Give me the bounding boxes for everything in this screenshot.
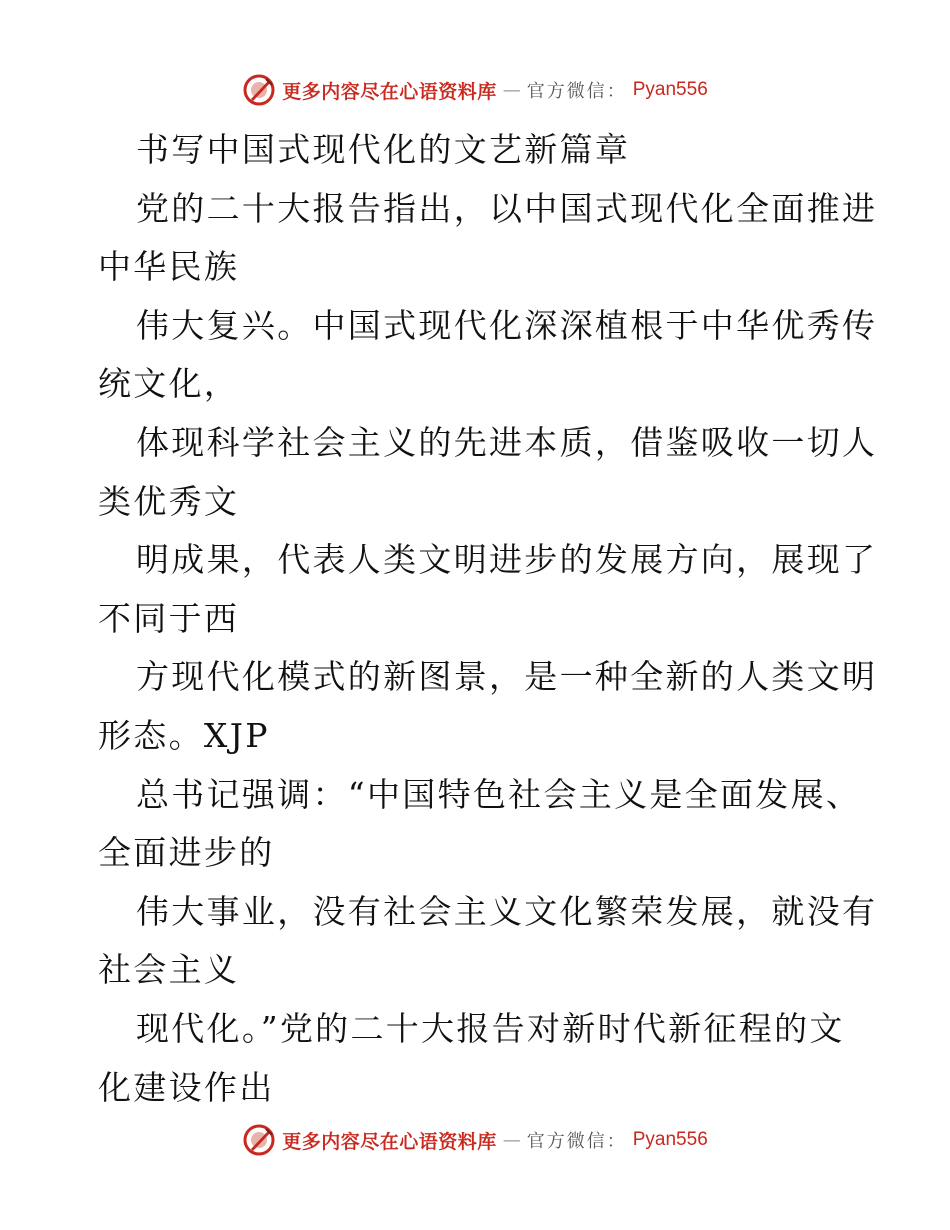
text-line: 党的二十大报告指出，以中国式现代化全面推进 [136, 188, 878, 228]
text-line: 明成果，代表人类文明进步的发展方向，展现了 [136, 540, 878, 580]
text-line: 方现代化模式的新图景，是一种全新的人类文明 [136, 657, 878, 697]
text-line: 中华民族 [98, 247, 240, 287]
text-line: 化建设作出 [98, 1067, 275, 1107]
banner-separator: — [502, 79, 521, 101]
banner-wechat-id: Pyan556 [632, 1129, 708, 1150]
text-line: 全面进步的 [98, 833, 275, 873]
header-watermark-banner [0, 70, 950, 110]
text-line: 不同于西 [98, 598, 240, 638]
text-line: 类优秀文 [98, 481, 240, 521]
text-line: 总书记强调：“中国特色社会主义是全面发展、 [136, 774, 862, 814]
banner-wechat-label: 官方微信： [526, 1131, 627, 1152]
banner-wechat-label: 官方微信： [526, 81, 627, 102]
footer-watermark-banner [0, 1120, 950, 1160]
brand-logo-icon [242, 1123, 276, 1157]
brand-logo-icon [242, 73, 276, 107]
banner-main-text: 更多内容尽在心语资料库 [282, 1130, 497, 1153]
document-body [98, 121, 878, 1117]
banner-main-text: 更多内容尽在心语资料库 [282, 80, 497, 103]
text-line: 形态。XJP [98, 715, 270, 755]
text-line: 体现科学社会主义的先进本质，借鉴吸收一切人 [136, 422, 878, 462]
text-line: 伟大复兴。中国式现代化深深植根于中华优秀传 [136, 305, 878, 345]
text-line: 社会主义 [98, 950, 240, 990]
text-line: 现代化。”党的二十大报告对新时代新征程的文 [136, 1008, 845, 1048]
text-line: 统文化， [98, 364, 240, 404]
banner-separator: — [502, 1129, 521, 1151]
document-title: 书写中国式现代化的文艺新篇章 [136, 130, 631, 169]
text-line: 伟大事业，没有社会主义文化繁荣发展，就没有 [136, 891, 878, 931]
banner-wechat-id: Pyan556 [632, 79, 708, 100]
